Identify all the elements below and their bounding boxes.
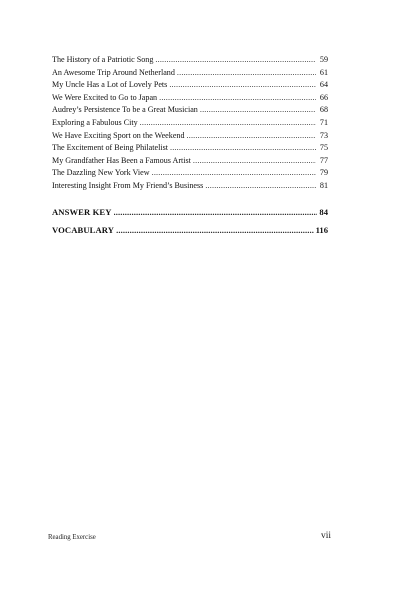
toc-entry-title: We Have Exciting Sport on the Weekend xyxy=(52,130,185,140)
toc-entry-title: Exploring a Fabulous City xyxy=(52,117,138,127)
dot-leader xyxy=(177,67,316,80)
toc-entry-title: Interesting Insight From My Friend’s Business xyxy=(52,180,204,190)
toc-entry[interactable] xyxy=(52,130,328,143)
toc-entry-title: My Grandfather Has Been a Famous Artist xyxy=(52,155,191,165)
dot-leader xyxy=(152,167,316,180)
section-spacer xyxy=(52,193,328,203)
toc-entry-title: The Dazzling New York View xyxy=(52,168,150,178)
dot-leader xyxy=(140,117,316,130)
toc-entry[interactable] xyxy=(52,79,328,92)
toc-entry[interactable] xyxy=(52,180,328,193)
toc-entry-page: 75 xyxy=(319,143,328,153)
dot-leader xyxy=(114,203,318,221)
toc-section-title: ANSWER KEY xyxy=(52,206,112,217)
toc-entry-title: My Uncle Has a Lot of Lovely Pets xyxy=(52,80,168,90)
toc-section-title: VOCABULARY xyxy=(52,224,115,235)
footer-page-number: vii xyxy=(320,531,331,541)
dot-leader xyxy=(170,142,316,155)
toc-entry-page: 61 xyxy=(319,67,328,77)
toc-entry[interactable] xyxy=(52,67,328,80)
toc-entry-title: The History of a Patriotic Song xyxy=(52,55,154,64)
toc-entry-page: 68 xyxy=(319,105,328,115)
toc-entry[interactable] xyxy=(52,117,328,130)
toc-entry[interactable] xyxy=(52,104,328,117)
toc-entry-page: 79 xyxy=(319,168,328,178)
toc-entry-page: 66 xyxy=(319,92,328,102)
toc-section-page: 116 xyxy=(315,224,328,235)
footer-book-title: Reading Exercise xyxy=(48,534,96,541)
toc-entry-title: The Excitement of Being Philatelist xyxy=(52,143,168,153)
toc-entry[interactable] xyxy=(52,92,328,105)
dot-leader xyxy=(187,130,316,143)
table-of-contents xyxy=(52,54,328,239)
dot-leader xyxy=(200,104,316,117)
dot-leader xyxy=(116,221,313,239)
toc-entry-page: 71 xyxy=(319,117,328,127)
toc-entry[interactable] xyxy=(52,155,328,168)
toc-section-page: 84 xyxy=(319,206,328,217)
toc-section-vocabulary[interactable] xyxy=(52,221,328,239)
dot-leader xyxy=(193,155,316,168)
toc-entry[interactable] xyxy=(52,167,328,180)
toc-section-answer-key[interactable] xyxy=(52,203,328,221)
toc-entry-page: 59 xyxy=(319,55,328,64)
toc-entry-page: 73 xyxy=(319,130,328,140)
toc-entry[interactable] xyxy=(52,142,328,155)
toc-entry[interactable] xyxy=(52,54,328,67)
dot-leader xyxy=(155,54,316,67)
toc-entry-title: We Were Excited to Go to Japan xyxy=(52,92,158,102)
toc-entry-page: 81 xyxy=(319,180,328,190)
dot-leader xyxy=(169,79,316,92)
toc-entry-title: An Awesome Trip Around Netherland xyxy=(52,67,175,77)
dot-leader xyxy=(205,180,316,193)
dot-leader xyxy=(159,92,316,105)
toc-entry-title: Audrey’s Persistence To be a Great Musician xyxy=(52,105,198,115)
toc-entry-page: 77 xyxy=(319,155,328,165)
toc-entry-page: 64 xyxy=(319,80,328,90)
